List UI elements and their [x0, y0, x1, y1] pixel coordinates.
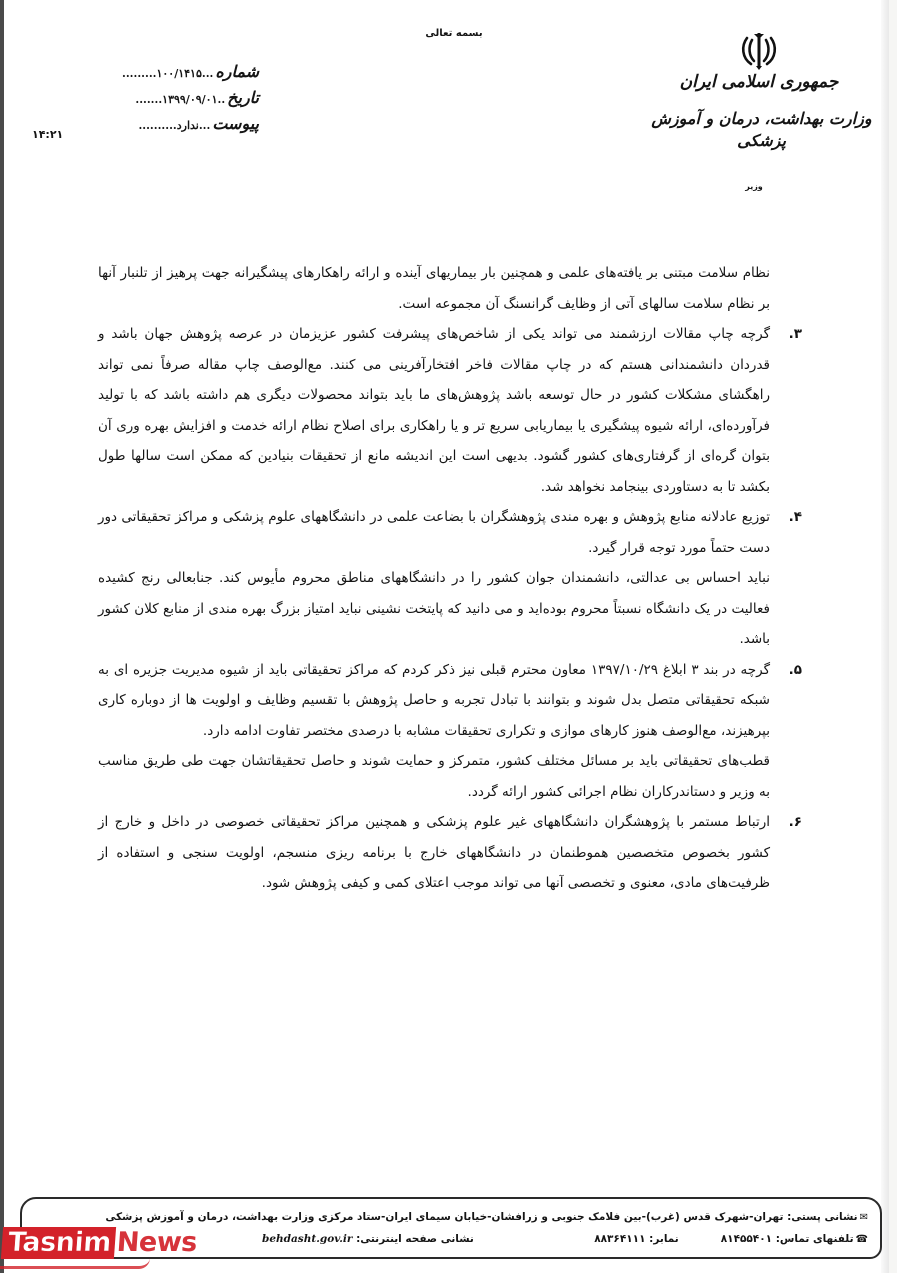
- intro-paragraph: نظام سلامت مبتنی بر یافته‌های علمی و همچنین بار بیماریهای آینده و ارائه راهکارهای پیشگیرانه جهت پرهیز از تلنبار آنها بر نظام سلامت سالهای آتی از وظایف گرانسنگ آن مجموعه است.: [98, 265, 770, 312]
- iran-emblem-icon: [737, 28, 781, 72]
- scan-right-edge: [881, 0, 889, 1273]
- telephone-icon: ☎: [855, 1234, 868, 1245]
- item-number: ۵.: [788, 661, 802, 678]
- phones-label: تلفنهای تماس:: [775, 1233, 854, 1245]
- ministry-title: وزارت بهداشت، درمان و آموزش پزشکی: [651, 109, 872, 150]
- reference-date-value: ..۱۳۹۹/۰۹/۰۱.......: [135, 93, 226, 106]
- letter-body: [98, 258, 802, 899]
- item-paragraph: گرچه چاپ مقالات ارزشمند می تواند یکی از شاخص‌های پیشرفت کشور عزیزمان در عرصه پژوهش جهان باشد و قدردان دانشمندانی هستم که در چاپ مقالات فاخر افتخارآفرینی می کنند. مع‌الوصف چاپ مقاله صرفاً نمی تواند راهگشای مشکلات کشور در حال توسعه باشد پژوهش‌های ما باید بتواند محصولات دیگری هم داشته باشد که با تولید فرآورده‌ای، ارائه شیوه پیشگیری یا بیماریابی سریع تر و یا راهکاری برای اصلاح نظام ارائه خدمت و افزایش بهره وری آن بتوان گره‌ای از گرفتاری‌های کشور گشود. بدیهی است این اندیشه مانع از تحقیقات بنیادین که ممکن است سالها طول بکشد تا به دستاوردی بینجامد نخواهد شد.: [98, 326, 770, 495]
- reference-attachment-label: پیوست: [212, 114, 259, 133]
- footer-phone-row: [594, 1233, 868, 1245]
- reference-date-row: [99, 88, 259, 114]
- item-paragraph: توزیع عادلانه منابع پژوهش و بهره مندی پژوهشگران با بضاعت علمی در دانشگاههای علوم پزشکی و مراکز تحقیقاتی دور دست حتماً مورد توجه قرار گیرد.: [98, 509, 770, 556]
- fax-value: ۸۸۳۶۴۱۱۱: [594, 1233, 646, 1245]
- list-item-3: [98, 319, 802, 502]
- item-number: ۳.: [788, 326, 802, 342]
- reference-number-row: [99, 62, 259, 88]
- website-link[interactable]: behdasht.gov.ir: [262, 1233, 353, 1245]
- item-number: ۴.: [788, 509, 802, 525]
- list-item-5: [98, 655, 802, 808]
- footer-fax: [594, 1233, 679, 1245]
- time-stamp: ۱۴:۲۱: [32, 128, 64, 141]
- footer-address-row: [105, 1211, 868, 1223]
- tasnim-news-watermark: [1, 1226, 200, 1260]
- reference-number-value: ...۱۰۰/۱۴۱۵.........: [122, 67, 214, 80]
- item-paragraph: نباید احساس بی عدالتی، دانشمندان جوان کشور را در دانشگاههای مناطق محروم مأیوس کند. جنابعالی رنج کشیده فعالیت در یک دانشگاه نسبتاً محروم بوده‌اید و می دانید که پایتخت نشینی نباید امتیاز بزرگ بهره مندی از منابع کلان کشور باشد.: [98, 570, 770, 647]
- envelope-icon: ✉: [859, 1212, 868, 1223]
- reference-block: [99, 62, 259, 140]
- fax-label: نمابر:: [649, 1233, 679, 1245]
- reference-number-label: شماره: [215, 62, 259, 81]
- watermark-swoosh: [0, 1258, 150, 1269]
- phones-value: ۸۱۴۵۵۴۰۱: [720, 1233, 773, 1245]
- letter-page: [4, 0, 889, 1273]
- reference-attachment-value: ...ندارد..........: [138, 119, 211, 132]
- website-label: نشانی صفحه اینترنتی:: [356, 1233, 474, 1245]
- item-paragraph: گرچه در بند ۳ ابلاغ ۱۳۹۷/۱۰/۲۹ معاون محترم قبلی نیز ذکر کردم که مراکز تحقیقاتی باید از شیوه مدیریت جزیره ای به شبکه تحقیقاتی متصل بدل شوند و بتوانند با تبادل تجربه و حاصل پژوهش با تقسیم وظایف و اولویت ها از دوباره کاری بپرهیزند، مع‌الوصف هنوز کارهای موازی و تکراری تحقیقات مشابه با درصدی مختصر تفاوت ادامه دارد.: [98, 661, 771, 739]
- watermark-part1: Tasnim: [1, 1227, 116, 1259]
- republic-title: جمهوری اسلامی ایران: [679, 72, 839, 92]
- reference-date-label: تاریخ: [227, 88, 259, 107]
- item-paragraph: ارتباط مستمر با پژوهشگران دانشگاههای غیر علوم پزشکی و همچنین مراکز تحقیقاتی خصوصی در داخل و خارج از کشور بخصوص متخصصین هموطنمان در دانشگاههای خارج با برنامه ریزی منسجم، اولویت سنجی و استفاده از ظرفیت‌های مادی، معنوی و تخصصی آنها می تواند موجب اعتلای کمی و کیفی پژوهش شود.: [98, 814, 770, 891]
- watermark-part2: News: [115, 1227, 198, 1258]
- footer-website-row: [262, 1233, 474, 1245]
- reference-attachment-row: [99, 114, 259, 140]
- minister-label: وزیر: [745, 182, 763, 191]
- item-paragraph: قطب‌های تحقیقاتی باید بر مسائل مختلف کشور، متمرکز و حمایت شوند و حاصل تحقیقاتشان جهت طی طریق مناسب به وزیر و دستاندرکاران نظام اجرائی کشور ارائه گردد.: [98, 753, 770, 800]
- list-item-4: [98, 502, 802, 655]
- footer-address: نشانی پستی: تهران-شهرک قدس (غرب)-بین فلامک جنوبی و زرافشان-خیابان سیمای ایران-ستاد مرکزی وزارت بهداشت، درمان و آموزش پزشکی: [105, 1211, 858, 1223]
- footer-phones: [721, 1233, 868, 1245]
- item-number: ۶.: [788, 814, 802, 830]
- list-item-6: [98, 807, 802, 899]
- bismillah-heading: بسمه تعالی: [425, 28, 483, 39]
